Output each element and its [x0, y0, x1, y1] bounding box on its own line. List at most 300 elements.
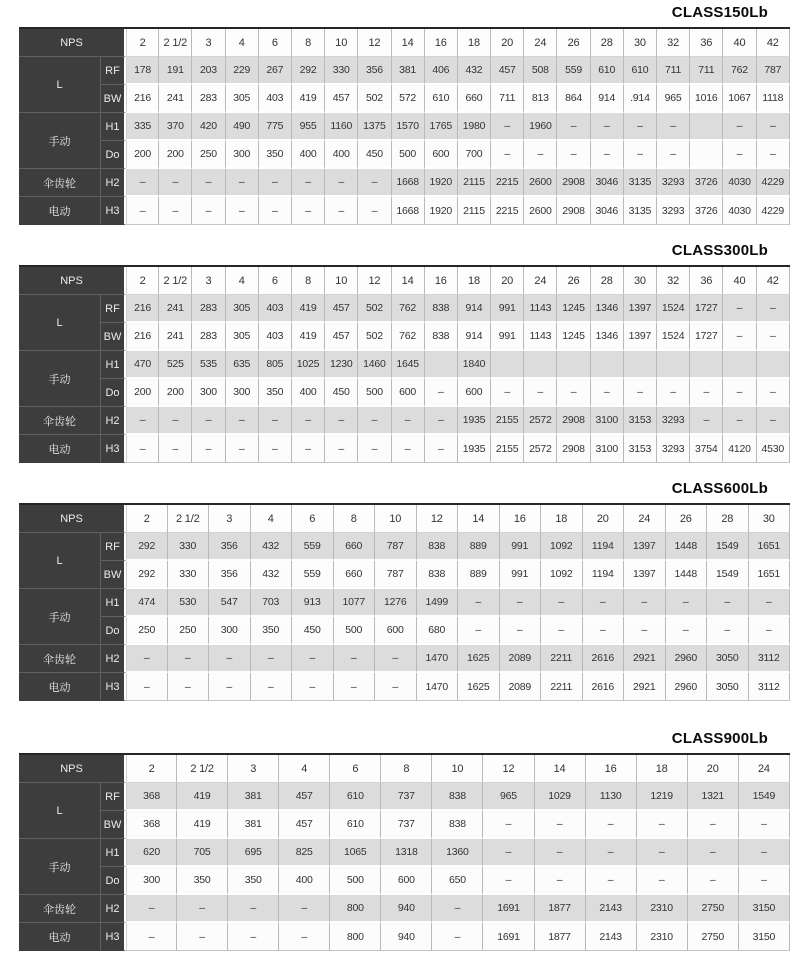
nps-value: 2 — [126, 505, 168, 533]
value-cell: 775 — [259, 113, 292, 141]
value-cell: – — [126, 435, 159, 463]
value-cell: 991 — [500, 533, 542, 561]
nps-value: 18 — [637, 755, 688, 783]
nps-value: 24 — [739, 755, 790, 783]
value-cell: – — [292, 407, 325, 435]
value-cell: 1346 — [591, 295, 624, 323]
value-cell: 1668 — [392, 169, 425, 197]
value-cell: 3100 — [591, 407, 624, 435]
value-cell: 1935 — [458, 435, 491, 463]
value-cell — [690, 351, 723, 379]
value-cell — [491, 351, 524, 379]
value-cell: 965 — [657, 85, 690, 113]
value-cell: – — [688, 839, 739, 867]
value-cell: – — [483, 811, 534, 839]
nps-value: 24 — [524, 267, 557, 295]
value-cell: – — [739, 867, 790, 895]
nps-value: 4 — [226, 267, 259, 295]
value-cell: 940 — [381, 923, 432, 951]
value-cell: – — [292, 673, 334, 701]
row-group-label: L — [19, 533, 101, 589]
value-cell — [624, 351, 657, 379]
value-cell: 300 — [192, 379, 225, 407]
value-cell: 283 — [192, 295, 225, 323]
value-cell: 2908 — [557, 169, 590, 197]
value-cell: 787 — [375, 561, 417, 589]
value-cell: 2211 — [541, 645, 583, 673]
row-sub-label: RF — [101, 783, 126, 811]
value-cell: 1499 — [417, 589, 459, 617]
table-row-H2 — [19, 169, 790, 197]
nps-label: NPS — [19, 267, 126, 295]
value-cell: – — [657, 379, 690, 407]
value-cell: – — [392, 407, 425, 435]
value-cell: – — [688, 867, 739, 895]
value-cell: 914 — [458, 295, 491, 323]
value-cell: 370 — [159, 113, 192, 141]
value-cell: 1397 — [624, 295, 657, 323]
value-cell: 330 — [325, 57, 358, 85]
value-cell: 4030 — [723, 169, 756, 197]
value-cell: 1143 — [524, 323, 557, 351]
value-cell: 1460 — [358, 351, 391, 379]
value-cell: 1029 — [535, 783, 586, 811]
value-cell — [757, 351, 790, 379]
value-cell: – — [279, 895, 330, 923]
value-cell: 283 — [192, 323, 225, 351]
value-cell: – — [749, 589, 790, 617]
value-cell: 203 — [192, 57, 225, 85]
value-cell: 3726 — [690, 197, 723, 225]
value-cell: – — [159, 435, 192, 463]
value-cell: 1935 — [458, 407, 491, 435]
value-cell: 200 — [126, 141, 159, 169]
value-cell: 2572 — [524, 435, 557, 463]
nps-value: 6 — [259, 29, 292, 57]
dimension-table-class600 — [19, 503, 790, 701]
value-cell: 2211 — [541, 673, 583, 701]
value-cell: 1549 — [707, 561, 749, 589]
table-row-RF — [19, 295, 790, 323]
value-cell: 762 — [723, 57, 756, 85]
value-cell: 267 — [259, 57, 292, 85]
nps-value: 6 — [259, 267, 292, 295]
value-cell: – — [541, 617, 583, 645]
value-cell: 2616 — [583, 645, 625, 673]
value-cell: – — [624, 617, 666, 645]
value-cell: 838 — [425, 323, 458, 351]
value-cell: 2600 — [524, 169, 557, 197]
row-group-label: L — [19, 57, 101, 113]
value-cell: 813 — [524, 85, 557, 113]
value-cell: – — [690, 379, 723, 407]
table-title-class900: CLASS900Lb — [671, 730, 768, 747]
value-cell: 3153 — [624, 407, 657, 435]
value-cell: 450 — [358, 141, 391, 169]
value-cell: 838 — [432, 783, 483, 811]
value-cell: 1245 — [557, 295, 590, 323]
table-row-H2 — [19, 895, 790, 923]
nps-value: 2 1/2 — [168, 505, 210, 533]
value-cell: – — [739, 839, 790, 867]
value-cell: 432 — [458, 57, 491, 85]
value-cell: 1448 — [666, 533, 708, 561]
value-cell: 547 — [209, 589, 251, 617]
nps-value: 10 — [432, 755, 483, 783]
table-row-BW — [19, 323, 790, 351]
value-cell: 350 — [259, 379, 292, 407]
value-cell: 368 — [126, 811, 177, 839]
table-row-H1 — [19, 839, 790, 867]
value-cell: 1727 — [690, 295, 723, 323]
value-cell: 1276 — [375, 589, 417, 617]
row-sub-label: Do — [101, 379, 126, 407]
value-cell: 2750 — [688, 923, 739, 951]
value-cell: – — [192, 435, 225, 463]
value-cell: – — [707, 589, 749, 617]
table-row-BW — [19, 561, 790, 589]
value-cell: 660 — [334, 561, 376, 589]
value-cell: 955 — [292, 113, 325, 141]
row-sub-label: H3 — [101, 923, 126, 951]
table-row-H3 — [19, 197, 790, 225]
value-cell: – — [757, 113, 790, 141]
value-cell: 432 — [251, 533, 293, 561]
value-cell: 1765 — [425, 113, 458, 141]
row-group-label: 伞齿轮 — [19, 645, 101, 673]
value-cell: 1524 — [657, 323, 690, 351]
value-cell: – — [425, 379, 458, 407]
value-cell: 2921 — [624, 673, 666, 701]
value-cell: 2115 — [458, 169, 491, 197]
value-cell: – — [458, 589, 500, 617]
value-cell: 381 — [392, 57, 425, 85]
value-cell: 400 — [292, 141, 325, 169]
value-cell: 1397 — [624, 561, 666, 589]
nps-value: 12 — [417, 505, 459, 533]
value-cell: 3153 — [624, 435, 657, 463]
value-cell: – — [425, 407, 458, 435]
nps-value: 6 — [292, 505, 334, 533]
value-cell: 490 — [226, 113, 259, 141]
value-cell: 216 — [126, 85, 159, 113]
nps-value: 28 — [591, 29, 624, 57]
dimension-table — [19, 265, 790, 463]
value-cell: 283 — [192, 85, 225, 113]
nps-value: 2 1/2 — [177, 755, 228, 783]
value-cell: 191 — [159, 57, 192, 85]
nps-value: 8 — [334, 505, 376, 533]
value-cell: 1397 — [624, 323, 657, 351]
value-cell: 805 — [259, 351, 292, 379]
value-cell: – — [392, 435, 425, 463]
value-cell: 250 — [192, 141, 225, 169]
value-cell: – — [491, 113, 524, 141]
value-cell: – — [586, 811, 637, 839]
table-row-RF — [19, 57, 790, 85]
value-cell: 530 — [168, 589, 210, 617]
value-cell: – — [586, 867, 637, 895]
value-cell: – — [126, 923, 177, 951]
value-cell: – — [557, 113, 590, 141]
value-cell: 1025 — [292, 351, 325, 379]
value-cell: – — [126, 197, 159, 225]
value-cell: 330 — [168, 533, 210, 561]
value-cell: – — [325, 197, 358, 225]
value-cell: 1877 — [535, 895, 586, 923]
row-sub-label: BW — [101, 323, 126, 351]
value-cell: – — [292, 645, 334, 673]
value-cell: 800 — [330, 923, 381, 951]
table-row-RF — [19, 533, 790, 561]
value-cell: 2089 — [500, 645, 542, 673]
nps-value: 26 — [557, 267, 590, 295]
nps-header-row — [19, 505, 790, 533]
value-cell: – — [168, 645, 210, 673]
value-cell: – — [583, 589, 625, 617]
value-cell: – — [500, 617, 542, 645]
value-cell: – — [159, 197, 192, 225]
value-cell: 500 — [334, 617, 376, 645]
value-cell: – — [491, 141, 524, 169]
value-cell: – — [279, 923, 330, 951]
table-row-H3 — [19, 435, 790, 463]
value-cell: 508 — [524, 57, 557, 85]
value-cell: – — [325, 169, 358, 197]
value-cell: 3150 — [739, 923, 790, 951]
value-cell: – — [226, 169, 259, 197]
value-cell: – — [749, 617, 790, 645]
value-cell: 711 — [491, 85, 524, 113]
value-cell: – — [432, 895, 483, 923]
value-cell: 3293 — [657, 407, 690, 435]
value-cell: 419 — [292, 85, 325, 113]
nps-label: NPS — [19, 29, 126, 57]
value-cell: – — [432, 923, 483, 951]
value-cell: 500 — [330, 867, 381, 895]
nps-value: 36 — [690, 29, 723, 57]
row-sub-label: H2 — [101, 645, 126, 673]
nps-value: 30 — [624, 29, 657, 57]
value-cell: – — [624, 589, 666, 617]
value-cell: 660 — [458, 85, 491, 113]
table-row-Do — [19, 867, 790, 895]
value-cell: 419 — [292, 295, 325, 323]
value-cell — [591, 351, 624, 379]
value-cell: – — [209, 673, 251, 701]
value-cell: 419 — [177, 783, 228, 811]
value-cell: – — [657, 141, 690, 169]
value-cell: 1840 — [458, 351, 491, 379]
value-cell: 3150 — [739, 895, 790, 923]
value-cell: 2960 — [666, 673, 708, 701]
value-cell: 4120 — [723, 435, 756, 463]
value-cell: 610 — [425, 85, 458, 113]
nps-value: 3 — [209, 505, 251, 533]
value-cell: – — [757, 323, 790, 351]
value-cell: 3754 — [690, 435, 723, 463]
value-cell: – — [637, 811, 688, 839]
table-title-class150: CLASS150Lb — [671, 4, 768, 21]
value-cell: 381 — [228, 811, 279, 839]
value-cell: 305 — [226, 85, 259, 113]
value-cell: 474 — [126, 589, 168, 617]
value-cell: – — [591, 113, 624, 141]
value-cell: 711 — [690, 57, 723, 85]
value-cell: 4229 — [757, 197, 790, 225]
value-cell: – — [541, 589, 583, 617]
value-cell: 432 — [251, 561, 293, 589]
value-cell — [425, 351, 458, 379]
nps-value: 30 — [749, 505, 790, 533]
value-cell: 2616 — [583, 673, 625, 701]
value-cell: 400 — [292, 379, 325, 407]
value-cell: – — [192, 407, 225, 435]
value-cell: 419 — [177, 811, 228, 839]
row-sub-label: RF — [101, 57, 126, 85]
value-cell: 292 — [292, 57, 325, 85]
value-cell: 470 — [126, 351, 159, 379]
value-cell: 350 — [259, 141, 292, 169]
value-cell: – — [375, 673, 417, 701]
value-cell: 635 — [226, 351, 259, 379]
table-row-Do — [19, 379, 790, 407]
value-cell: 695 — [228, 839, 279, 867]
value-cell: – — [292, 169, 325, 197]
nps-value: 8 — [381, 755, 432, 783]
value-cell: – — [126, 169, 159, 197]
row-sub-label: BW — [101, 85, 126, 113]
value-cell: 1230 — [325, 351, 358, 379]
value-cell: – — [483, 839, 534, 867]
value-cell: 650 — [432, 867, 483, 895]
value-cell: 600 — [425, 141, 458, 169]
nps-value: 12 — [483, 755, 534, 783]
row-group-label: 电动 — [19, 923, 101, 951]
value-cell: – — [637, 867, 688, 895]
value-cell: 610 — [624, 57, 657, 85]
dimension-table-class150 — [19, 27, 790, 225]
nps-value: 3 — [228, 755, 279, 783]
value-cell: – — [723, 407, 756, 435]
value-cell: 3112 — [749, 673, 790, 701]
table-row-H3 — [19, 923, 790, 951]
value-cell: – — [358, 407, 391, 435]
value-cell: 1219 — [637, 783, 688, 811]
value-cell: 1067 — [723, 85, 756, 113]
value-cell: – — [591, 379, 624, 407]
table-row-BW — [19, 811, 790, 839]
value-cell: 200 — [159, 141, 192, 169]
value-cell: 914 — [591, 85, 624, 113]
value-cell: 600 — [375, 617, 417, 645]
value-cell: 660 — [334, 533, 376, 561]
table-row-H3 — [19, 673, 790, 701]
value-cell: – — [126, 407, 159, 435]
value-cell: 1318 — [381, 839, 432, 867]
value-cell: 610 — [591, 57, 624, 85]
nps-value: 3 — [192, 267, 225, 295]
value-cell: 737 — [381, 783, 432, 811]
row-group-label: 伞齿轮 — [19, 169, 101, 197]
value-cell: 305 — [226, 323, 259, 351]
value-cell: 711 — [657, 57, 690, 85]
value-cell: 3135 — [624, 197, 657, 225]
value-cell: 502 — [358, 295, 391, 323]
value-cell — [723, 351, 756, 379]
value-cell: 1625 — [458, 645, 500, 673]
nps-value: 20 — [491, 267, 524, 295]
row-group-label: 伞齿轮 — [19, 407, 101, 435]
value-cell: 3046 — [591, 169, 624, 197]
value-cell: 610 — [330, 811, 381, 839]
nps-value: 4 — [279, 755, 330, 783]
value-cell: – — [723, 379, 756, 407]
value-cell: 762 — [392, 295, 425, 323]
value-cell: 1194 — [583, 533, 625, 561]
row-group-label: 电动 — [19, 673, 101, 701]
value-cell: – — [723, 323, 756, 351]
value-cell: 864 — [557, 85, 590, 113]
value-cell: – — [757, 295, 790, 323]
value-cell: 1920 — [425, 197, 458, 225]
table-row-H1 — [19, 589, 790, 617]
table-row-H1 — [19, 113, 790, 141]
value-cell: – — [557, 379, 590, 407]
value-cell: – — [259, 435, 292, 463]
value-cell: 1470 — [417, 673, 459, 701]
nps-value: 36 — [690, 267, 723, 295]
table-title-class600: CLASS600Lb — [671, 480, 768, 497]
value-cell: 1360 — [432, 839, 483, 867]
nps-value: 14 — [392, 267, 425, 295]
class900-section — [19, 731, 790, 951]
table-row-H1 — [19, 351, 790, 379]
value-cell: 600 — [392, 379, 425, 407]
value-cell: – — [259, 169, 292, 197]
row-group-label: 电动 — [19, 435, 101, 463]
value-cell: 3046 — [591, 197, 624, 225]
value-cell: 1092 — [541, 533, 583, 561]
nps-value: 10 — [325, 29, 358, 57]
value-cell: 4530 — [757, 435, 790, 463]
value-cell: – — [500, 589, 542, 617]
value-cell: 1920 — [425, 169, 458, 197]
class300-section — [19, 243, 790, 463]
value-cell: 838 — [417, 561, 459, 589]
row-sub-label: RF — [101, 295, 126, 323]
value-cell: 1625 — [458, 673, 500, 701]
nps-value: 28 — [591, 267, 624, 295]
value-cell: 2215 — [491, 197, 524, 225]
row-sub-label: BW — [101, 811, 126, 839]
value-cell: 2143 — [586, 923, 637, 951]
value-cell: 4030 — [723, 197, 756, 225]
value-cell: – — [259, 197, 292, 225]
value-cell: 600 — [381, 867, 432, 895]
value-cell: – — [491, 379, 524, 407]
value-cell: – — [168, 673, 210, 701]
value-cell — [657, 351, 690, 379]
value-cell: – — [666, 589, 708, 617]
table-row-Do — [19, 617, 790, 645]
row-group-label: 手动 — [19, 351, 101, 407]
value-cell: 705 — [177, 839, 228, 867]
value-cell: 913 — [292, 589, 334, 617]
value-cell: 3293 — [657, 169, 690, 197]
nps-value: 32 — [657, 267, 690, 295]
value-cell: 3293 — [657, 435, 690, 463]
